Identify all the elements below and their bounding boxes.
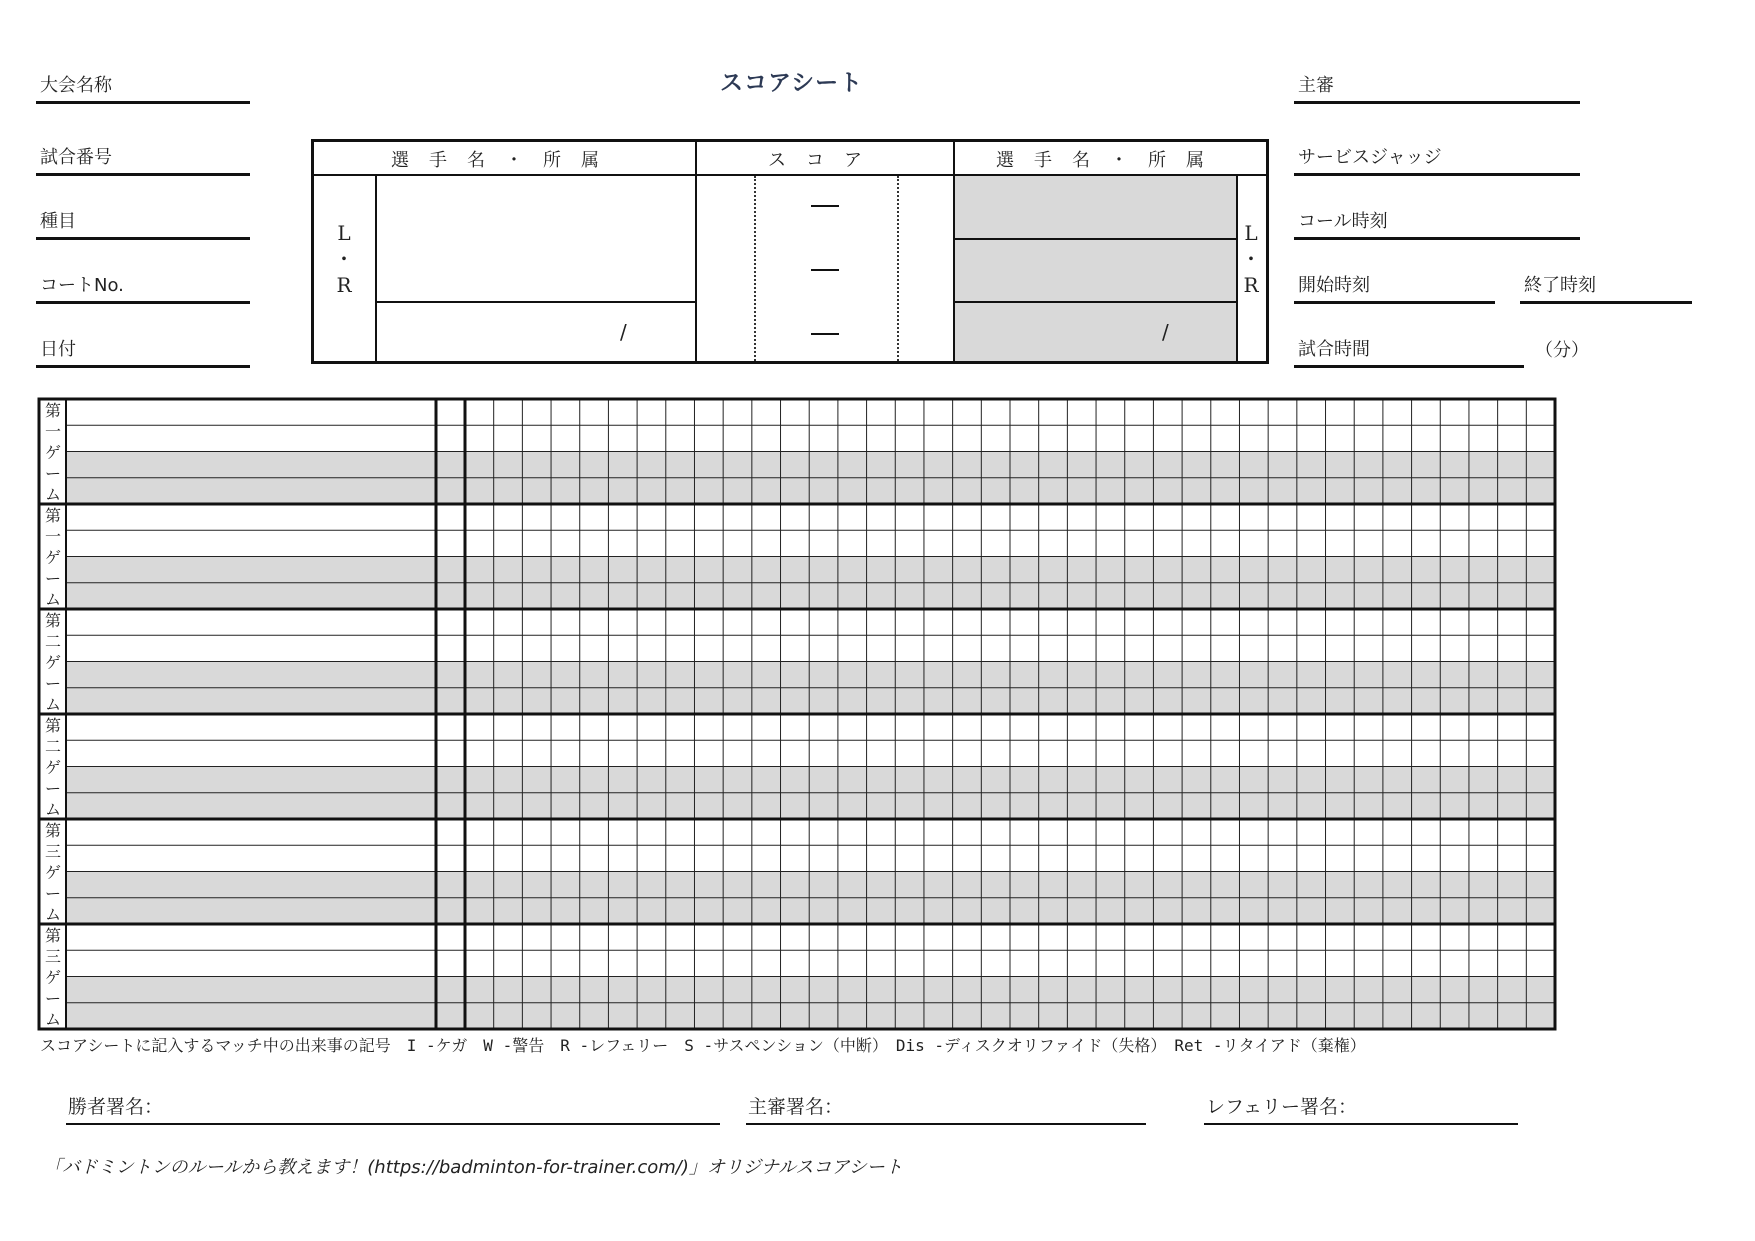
match-number-label: 試合番号	[40, 147, 112, 168]
credit-line: 「バドミントンのルールから教えます！(https://badminton-for-trainer.com/)」オリジナルスコアシート	[44, 1157, 903, 1178]
game-label-char: ゲ	[44, 863, 61, 882]
game-label-5	[41, 820, 65, 925]
game-label-char: ゲ	[44, 548, 61, 567]
game-label-1	[41, 400, 65, 505]
left-lr-divider	[375, 176, 377, 361]
game-label-char: ー	[44, 569, 61, 588]
court-number-field[interactable]	[36, 266, 250, 304]
score-dotted-left	[754, 176, 756, 361]
service-judge-field[interactable]	[1294, 139, 1580, 176]
court-number-label: コートNo.	[40, 275, 124, 296]
game-label-char: ゲ	[44, 968, 61, 987]
game-label-char: 第	[44, 716, 61, 735]
game-label-char: 一	[44, 422, 61, 441]
event-label: 種目	[40, 211, 76, 232]
game-label-char: ー	[44, 884, 61, 903]
game-label-char: 三	[44, 947, 61, 966]
date-label: 日付	[40, 339, 76, 360]
umpire-label: 主審	[1298, 75, 1334, 96]
left-lr-l: L	[337, 221, 351, 245]
game-label-char: ー	[44, 674, 61, 693]
tournament-name-field[interactable]	[36, 66, 250, 104]
left-lr-dot: ・	[334, 247, 354, 271]
game-label-char: ム	[44, 695, 61, 714]
call-time-field[interactable]	[1294, 203, 1580, 240]
call-time-label: コール時刻	[1298, 211, 1388, 232]
tournament-name-label: 大会名称	[40, 75, 112, 96]
umpire-signature-field[interactable]	[746, 1093, 1146, 1125]
umpire-signature-label: 主審署名：	[748, 1096, 844, 1118]
game1-score-dash	[811, 205, 839, 207]
game-label-char: ゲ	[44, 653, 61, 672]
game-label-char: ー	[44, 989, 61, 1008]
referee-signature-field[interactable]	[1204, 1093, 1518, 1125]
game-label-char: ー	[44, 779, 61, 798]
match-time-label: 試合時間	[1298, 339, 1370, 360]
game-label-char: ゲ	[44, 443, 61, 462]
game-label-char: 第	[44, 821, 61, 840]
game2-score-dash	[811, 269, 839, 271]
left-score-divider	[695, 142, 697, 361]
page-title: スコアシート	[720, 70, 864, 96]
referee-signature-label: レフェリー署名：	[1206, 1096, 1358, 1118]
game-label-2	[41, 505, 65, 610]
service-judge-label: サービスジャッジ	[1298, 147, 1442, 168]
game-label-char: 第	[44, 506, 61, 525]
game-label-char: ー	[44, 464, 61, 483]
game-label-char: 第	[44, 401, 61, 420]
right-affiliation-slash: /	[1162, 320, 1169, 344]
game-label-char: ム	[44, 590, 61, 609]
game-label-4	[41, 715, 65, 820]
score-dotted-right	[897, 176, 899, 361]
scoring-grid[interactable]	[36, 396, 1558, 1032]
game-label-char: ム	[44, 905, 61, 924]
right-lr-r: R	[1243, 273, 1259, 297]
right-player-header: 選手名・所属	[996, 150, 1224, 171]
game-label-char: 第	[44, 611, 61, 630]
game-label-char: 二	[44, 632, 61, 651]
minutes-unit: （分）	[1535, 340, 1589, 361]
right-lr-label	[1239, 220, 1263, 298]
game-label-char: ゲ	[44, 758, 61, 777]
right-player-divider	[954, 238, 1236, 240]
date-field[interactable]	[36, 330, 250, 368]
left-lr-label	[332, 220, 356, 298]
left-player-header: 選手名・所属	[391, 150, 619, 171]
left-lr-r: R	[336, 273, 352, 297]
game3-score-dash	[811, 333, 839, 335]
game-label-char: 二	[44, 737, 61, 756]
winner-signature-field[interactable]	[66, 1093, 720, 1125]
end-time-label: 終了時刻	[1524, 275, 1596, 296]
right-lr-divider	[1236, 176, 1238, 361]
end-time-field[interactable]	[1520, 266, 1692, 304]
game-label-6	[41, 925, 65, 1030]
game-label-char: ム	[44, 800, 61, 819]
game-label-char: ム	[44, 485, 61, 504]
game-label-char: ム	[44, 1010, 61, 1029]
game-label-char: 第	[44, 926, 61, 945]
start-time-field[interactable]	[1294, 266, 1495, 304]
right-player-shaded-area	[954, 176, 1237, 361]
game-label-char: 三	[44, 842, 61, 861]
player-score-box	[311, 139, 1269, 364]
right-lr-l: L	[1244, 221, 1258, 245]
match-time-field[interactable]	[1294, 330, 1524, 368]
score-header: スコア	[768, 150, 882, 171]
event-field[interactable]	[36, 203, 250, 240]
right-affiliation-divider	[954, 301, 1236, 303]
event-symbol-legend: スコアシートに記入するマッチ中の出来事の記号 I -ケガ W -警告 R -レフェリー S -サスペンション（中断） Dis -ディスクオリファイド（失格） Ret -リタイアド（棄権）	[40, 1036, 1366, 1055]
umpire-field[interactable]	[1294, 66, 1580, 104]
match-number-field[interactable]	[36, 139, 250, 176]
start-time-label: 開始時刻	[1298, 275, 1370, 296]
left-affiliation-slash: /	[620, 320, 627, 344]
game-label-3	[41, 610, 65, 715]
winner-signature-label: 勝者署名：	[68, 1096, 164, 1118]
game-label-char: 一	[44, 527, 61, 546]
left-affiliation-divider	[377, 301, 695, 303]
right-score-divider	[953, 142, 955, 361]
right-lr-dot: ・	[1241, 247, 1261, 271]
